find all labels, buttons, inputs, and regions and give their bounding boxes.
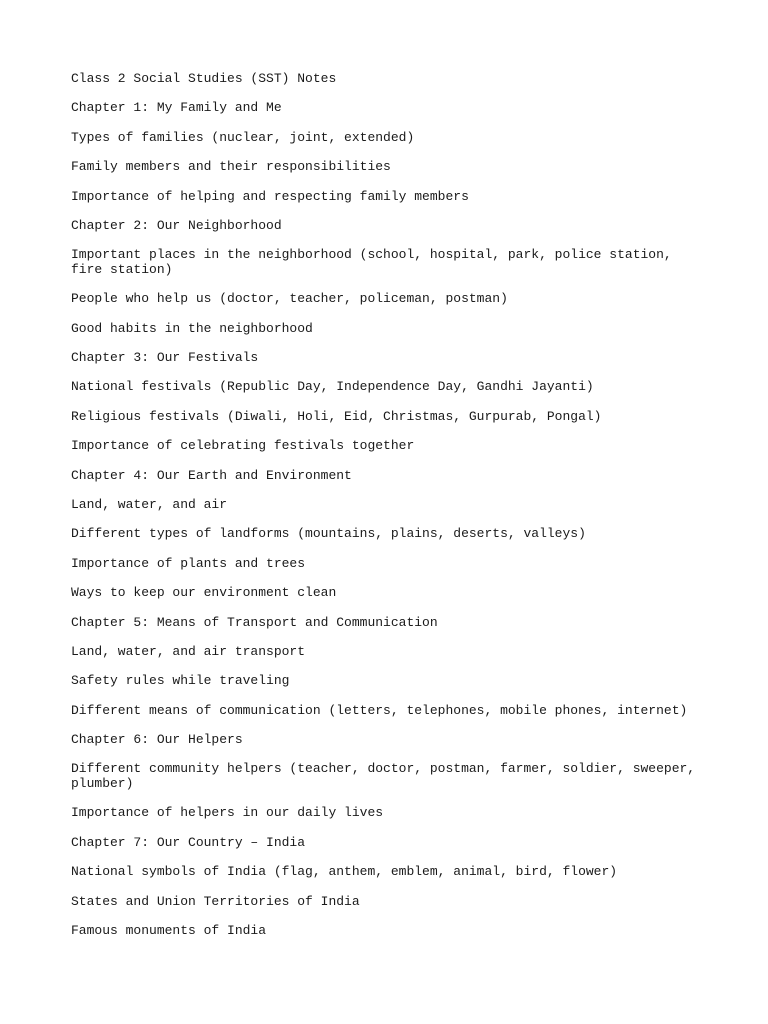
note-line: Important places in the neighborhood (school, hospital, park, police station, fire station) [71,247,672,277]
note-line: National symbols of India (flag, anthem, emblem, animal, bird, flower) [71,864,618,880]
note-line: Types of families (nuclear, joint, extended) [71,129,415,145]
note-line: Family members and their responsibilities [71,159,391,175]
note-line: Ways to keep our environment clean [71,585,337,601]
note-line: National festivals (Republic Day, Independence Day, Gandhi Jayanti) [71,379,594,395]
note-line: Importance of plants and trees [71,555,306,571]
note-line: Good habits in the neighborhood [71,320,313,336]
chapter-heading: Chapter 3: Our Festivals [71,350,259,366]
note-line: States and Union Territories of India [71,893,360,909]
document-body [71,72,697,953]
document-title: Class 2 Social Studies (SST) Notes [71,71,337,86]
chapter-heading: Chapter 1: My Family and Me [71,100,282,116]
note-line: Land, water, and air transport [71,643,306,659]
chapter-heading: Chapter 4: Our Earth and Environment [71,467,352,483]
note-line: Safety rules while traveling [71,673,290,689]
note-line: Importance of helpers in our daily lives [71,805,384,821]
chapter-heading: Chapter 6: Our Helpers [71,732,243,748]
note-line: Religious festivals (Diwali, Holi, Eid, Christmas, Gurpurab, Pongal) [71,408,602,424]
note-line: Famous monuments of India [71,922,267,938]
note-line: Different community helpers (teacher, doctor, postman, farmer, soldier, sweeper, plumber) [71,761,696,791]
note-line: Land, water, and air [71,496,228,512]
note-line: Importance of helping and respecting family members [71,188,469,204]
note-line: Different types of landforms (mountains, plains, deserts, valleys) [71,526,586,542]
note-line: Different means of communication (letters, telephones, mobile phones, internet) [71,702,688,718]
note-line: Importance of celebrating festivals together [71,438,415,454]
chapter-heading: Chapter 2: Our Neighborhood [71,217,282,233]
chapter-heading: Chapter 7: Our Country – India [71,834,306,850]
chapter-heading: Chapter 5: Means of Transport and Communication [71,614,438,630]
note-line: People who help us (doctor, teacher, policeman, postman) [71,291,508,307]
